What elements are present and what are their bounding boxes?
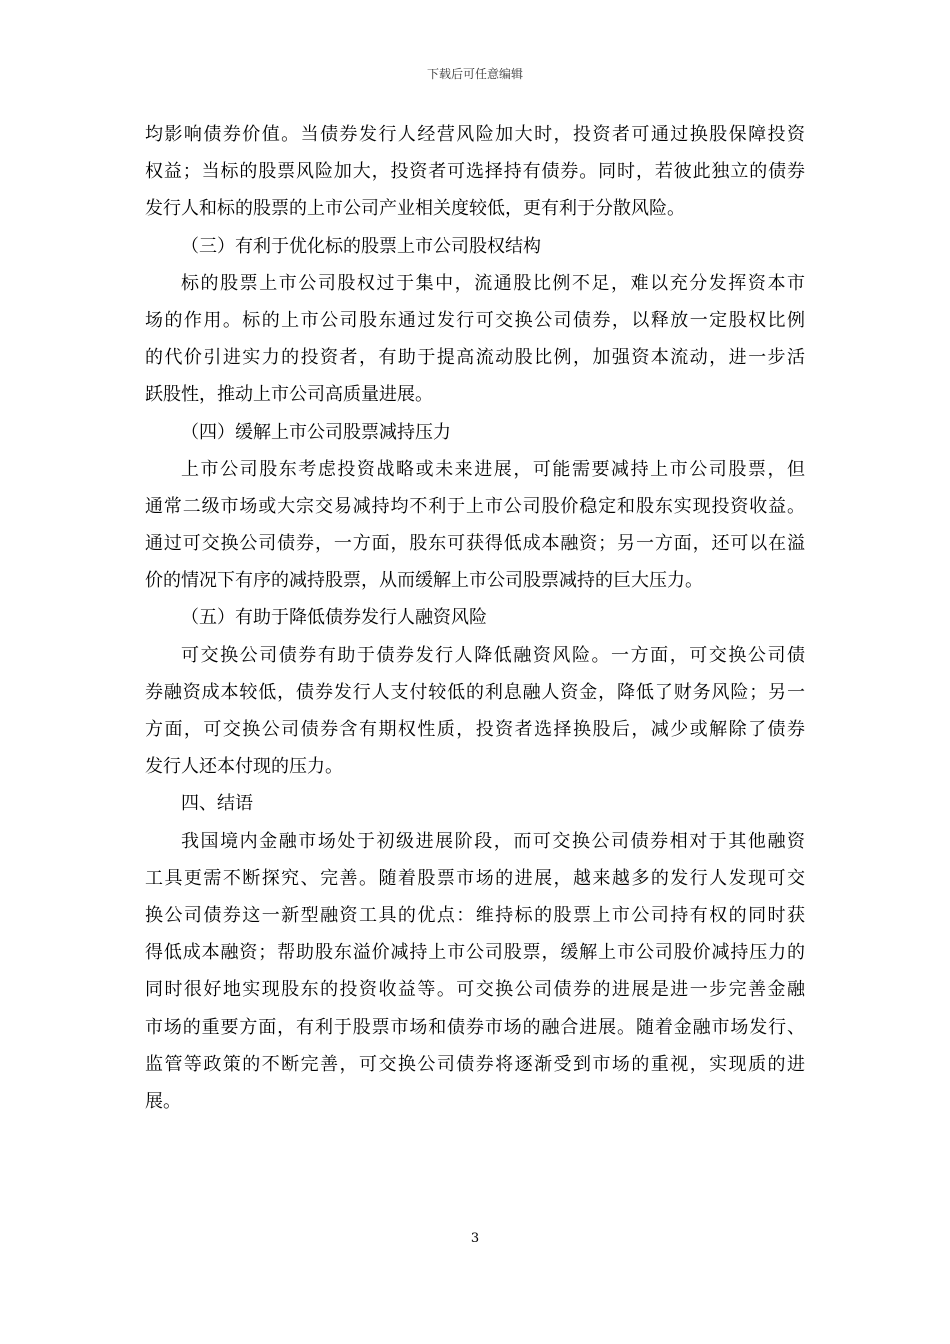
- text-line: 可交换公司债券有助于债券发行人降低融资风险。一方面，可交换公司债: [181, 644, 805, 666]
- text-line: 场的作用。标的上市公司股东通过发行可交换公司债券，以释放一定股权比例: [145, 309, 805, 331]
- text-line: 的代价引进实力的投资者，有助于提高流动股比例，加强资本流动，进一步活: [145, 347, 805, 369]
- text-line: （四）缓解上市公司股票减持压力: [181, 421, 451, 443]
- page-header: 下载后可任意编辑: [426, 67, 523, 81]
- text-line: 上市公司股东考虑投资战略或未来进展，可能需要减持上市公司股票，但: [181, 458, 805, 480]
- text-line: 同时很好地实现股东的投资收益等。可交换公司债券的进展是进一步完善金融: [145, 979, 805, 1001]
- text-line: 跃股性，推动上市公司高质量进展。: [145, 384, 433, 406]
- text-line: 价的情况下有序的减持股票，从而缓解上市公司股票减持的巨大压力。: [145, 570, 703, 592]
- text-line: 监管等政策的不断完善，可交换公司债券将逐渐受到市场的重视，实现质的进: [145, 1053, 805, 1075]
- text-line: 发行人和标的股票的上市公司产业相关度较低，更有利于分散风险。: [145, 198, 685, 220]
- text-line: 四、结语: [181, 793, 253, 815]
- text-line: 方面，可交换公司债券含有期权性质，投资者选择换股后，减少或解除了债券: [145, 719, 805, 740]
- text-line: （五）有助于降低债券发行人融资风险: [181, 607, 487, 629]
- text-line: 市场的重要方面，有利于股票市场和债券市场的融合进展。随着金融市场发行、: [145, 1016, 805, 1038]
- document-body: [145, 116, 805, 1120]
- text-line: 换公司债券这一新型融资工具的优点：维持标的股票上市公司持有权的同时获: [145, 904, 805, 926]
- text-line: 发行人还本付现的压力。: [145, 756, 343, 778]
- page-number: 3: [470, 1231, 480, 1246]
- text-line: 我国境内金融市场处于初级进展阶段，而可交换公司债券相对于其他融资: [181, 830, 805, 852]
- text-line: 权益；当标的股票风险加大，投资者可选择持有债券。同时，若彼此独立的债券: [145, 161, 805, 183]
- text-line: （三）有利于优化标的股票上市公司股权结构: [181, 235, 541, 257]
- text-line: 展。: [145, 1090, 181, 1112]
- text-line: 通常二级市场或大宗交易减持均不利于上市公司股价稳定和股东实现投资收益。: [145, 495, 805, 517]
- text-line: 工具更需不断探究、完善。随着股票市场的进展，越来越多的发行人发现可交: [145, 867, 805, 889]
- text-line: 标的股票上市公司股权过于集中，流通股比例不足，难以充分发挥资本市: [181, 272, 805, 294]
- text-line: 券融资成本较低，债券发行人支付较低的利息融人资金，降低了财务风险；另一: [145, 681, 805, 703]
- text-line: 均影响债券价值。当债券发行人经营风险加大时，投资者可通过换股保障投资: [145, 124, 805, 145]
- text-line: 通过可交换公司债券，一方面，股东可获得低成本融资；另一方面，还可以在溢: [145, 533, 805, 555]
- text-line: 得低成本融资；帮助股东溢价减持上市公司股票，缓解上市公司股价减持压力的: [145, 942, 805, 964]
